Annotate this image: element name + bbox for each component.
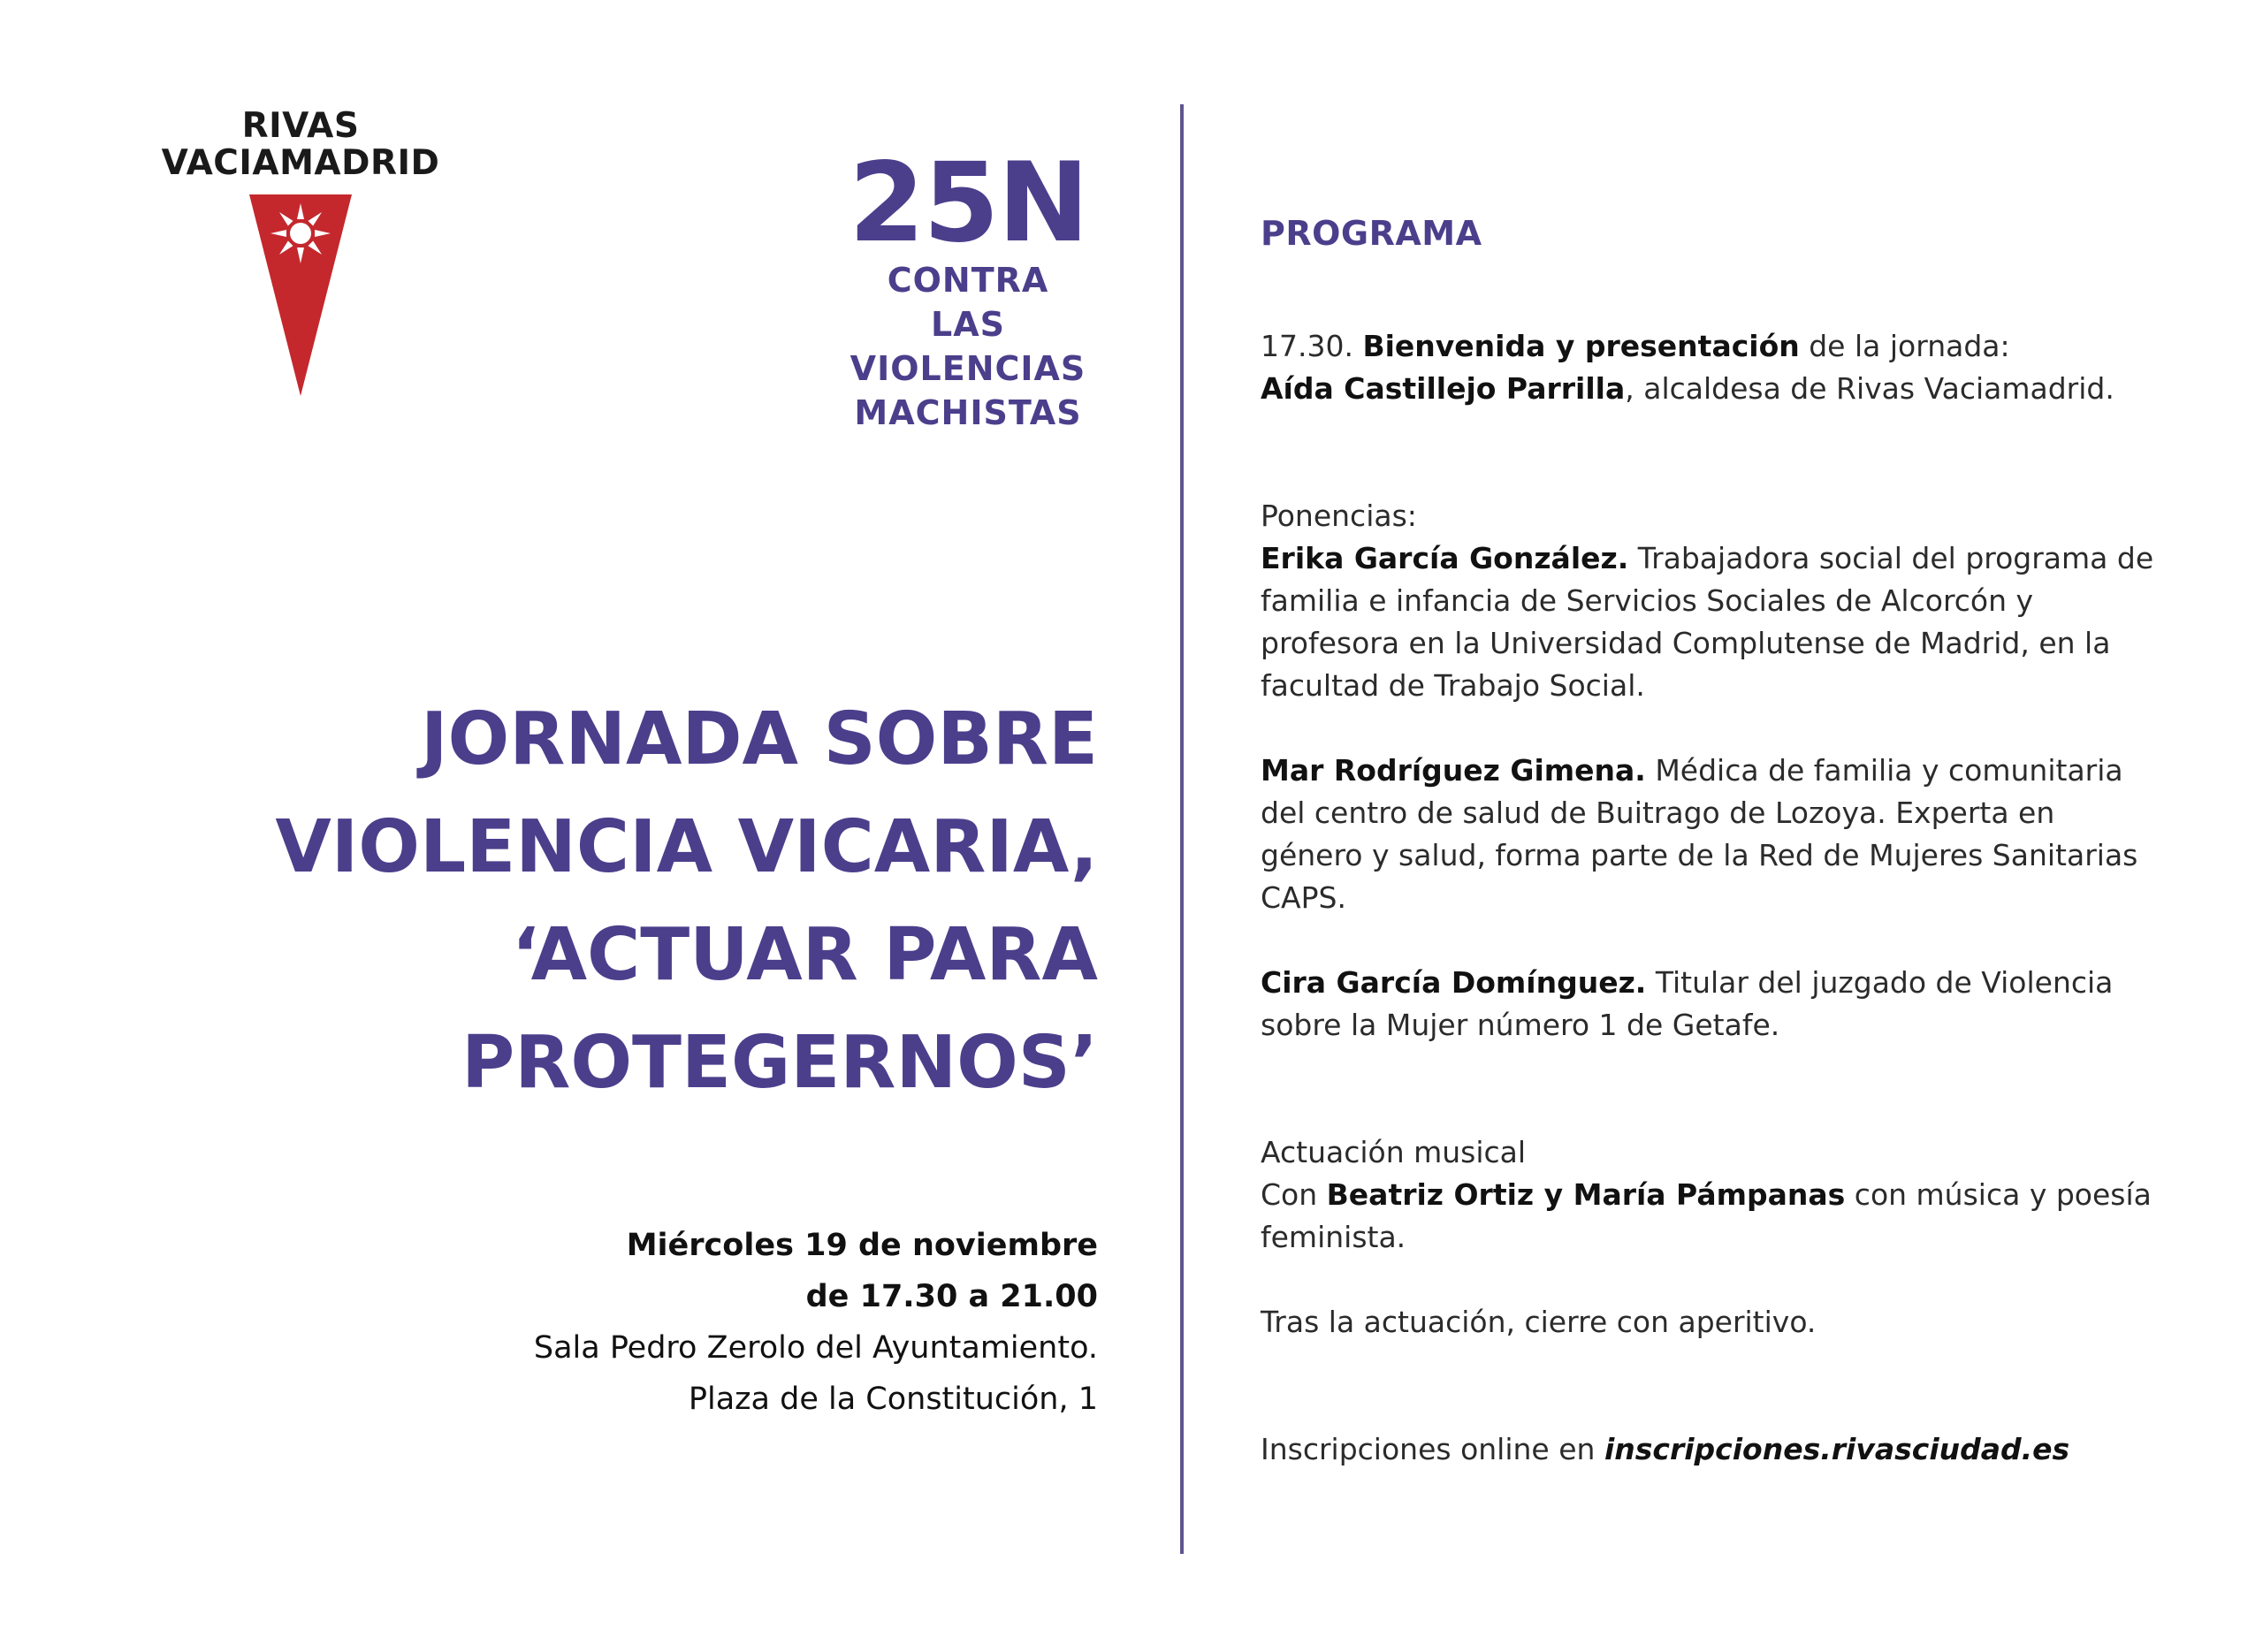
event-time: de 17.30 a 21.00	[805, 1279, 1098, 1314]
speaker-3	[1261, 962, 2162, 1047]
title-line-4: PROTEGERNOS’	[461, 1021, 1098, 1105]
speaker-3-desc: Titular del juzgado de Violencia sobre la Mujer número 1 de Getafe.	[1261, 965, 2114, 1042]
welcome-rest: de la jornada:	[1799, 329, 2010, 363]
welcome-speaker-role: , alcaldesa de Rivas Vaciamadrid.	[1625, 371, 2114, 406]
closing-line: Tras la actuación, cierre con aperitivo.	[1261, 1305, 1817, 1339]
programa-column	[1261, 212, 2162, 1471]
music-label: Actuación musical	[1261, 1135, 1527, 1169]
campaign-25n: 25N	[849, 140, 1088, 267]
event-address: Plaza de la Constitución, 1	[688, 1382, 1098, 1417]
rivas-shield-icon	[248, 187, 354, 398]
programa-heading: PROGRAMA	[1261, 214, 1482, 253]
speaker-2-name: Mar Rodríguez Gimena.	[1261, 753, 1646, 788]
registration-link[interactable]: inscripciones.rivasciudad.es	[1604, 1432, 2070, 1466]
speaker-1-desc: Trabajadora social del programa de familia e infancia de Servicios Sociales de Alcorcón y profesora en la Universidad Complutense de Madrid, en la facultad de Trabajo Social.	[1261, 541, 2154, 703]
speaker-1-name: Erika García González.	[1261, 541, 1629, 575]
campaign-line3: MACHISTAS	[854, 393, 1082, 432]
welcome-time: 17.30.	[1261, 329, 1363, 363]
brand-name-line1: RIVAS	[241, 106, 360, 146]
music-performers: Beatriz Ortiz y María Pámpanas	[1326, 1177, 1846, 1212]
welcome-line	[1261, 325, 2162, 368]
campaign-25n-block	[849, 140, 1088, 435]
vertical-divider	[1180, 104, 1184, 1554]
campaign-line1: CONTRA LAS	[887, 261, 1049, 344]
welcome-bold: Bienvenida y presentación	[1362, 329, 1800, 363]
speaker-1	[1261, 537, 2162, 707]
speaker-2	[1261, 750, 2162, 919]
music-line	[1261, 1174, 2162, 1259]
title-line-1: JORNADA SOBRE	[421, 697, 1098, 781]
speaker-2-desc: Médica de familia y comunitaria del centro de salud de Buitrago de Lozoya. Experta en género y salud, forma parte de la Red de Mujeres Sanitarias CAPS.	[1261, 753, 2138, 915]
registration-text: Inscripciones online en	[1261, 1432, 1604, 1466]
event-date: Miércoles 19 de noviembre	[626, 1228, 1098, 1263]
title-line-3: ‘ACTUAR PARA	[511, 913, 1098, 997]
event-details	[302, 1220, 1098, 1425]
brand-block	[159, 108, 442, 398]
title-line-2: VIOLENCIA VICARIA,	[275, 805, 1098, 889]
welcome-speaker: Aída Castillejo Parrilla	[1261, 371, 1626, 406]
brand-name-line2: VACIAMADRID	[161, 143, 440, 183]
speaker-3-name: Cira García Domínguez.	[1261, 965, 1647, 1000]
event-venue: Sala Pedro Zerolo del Ayuntamiento.	[533, 1330, 1098, 1366]
welcome-speaker-line	[1261, 368, 2162, 410]
music-post: con música y poesía feminista.	[1261, 1177, 2152, 1254]
music-pre: Con	[1261, 1177, 1327, 1212]
campaign-line2: VIOLENCIAS	[850, 349, 1086, 388]
registration-line	[1261, 1428, 2162, 1471]
ponencias-label: Ponencias:	[1261, 499, 1417, 533]
event-title	[214, 686, 1098, 1117]
